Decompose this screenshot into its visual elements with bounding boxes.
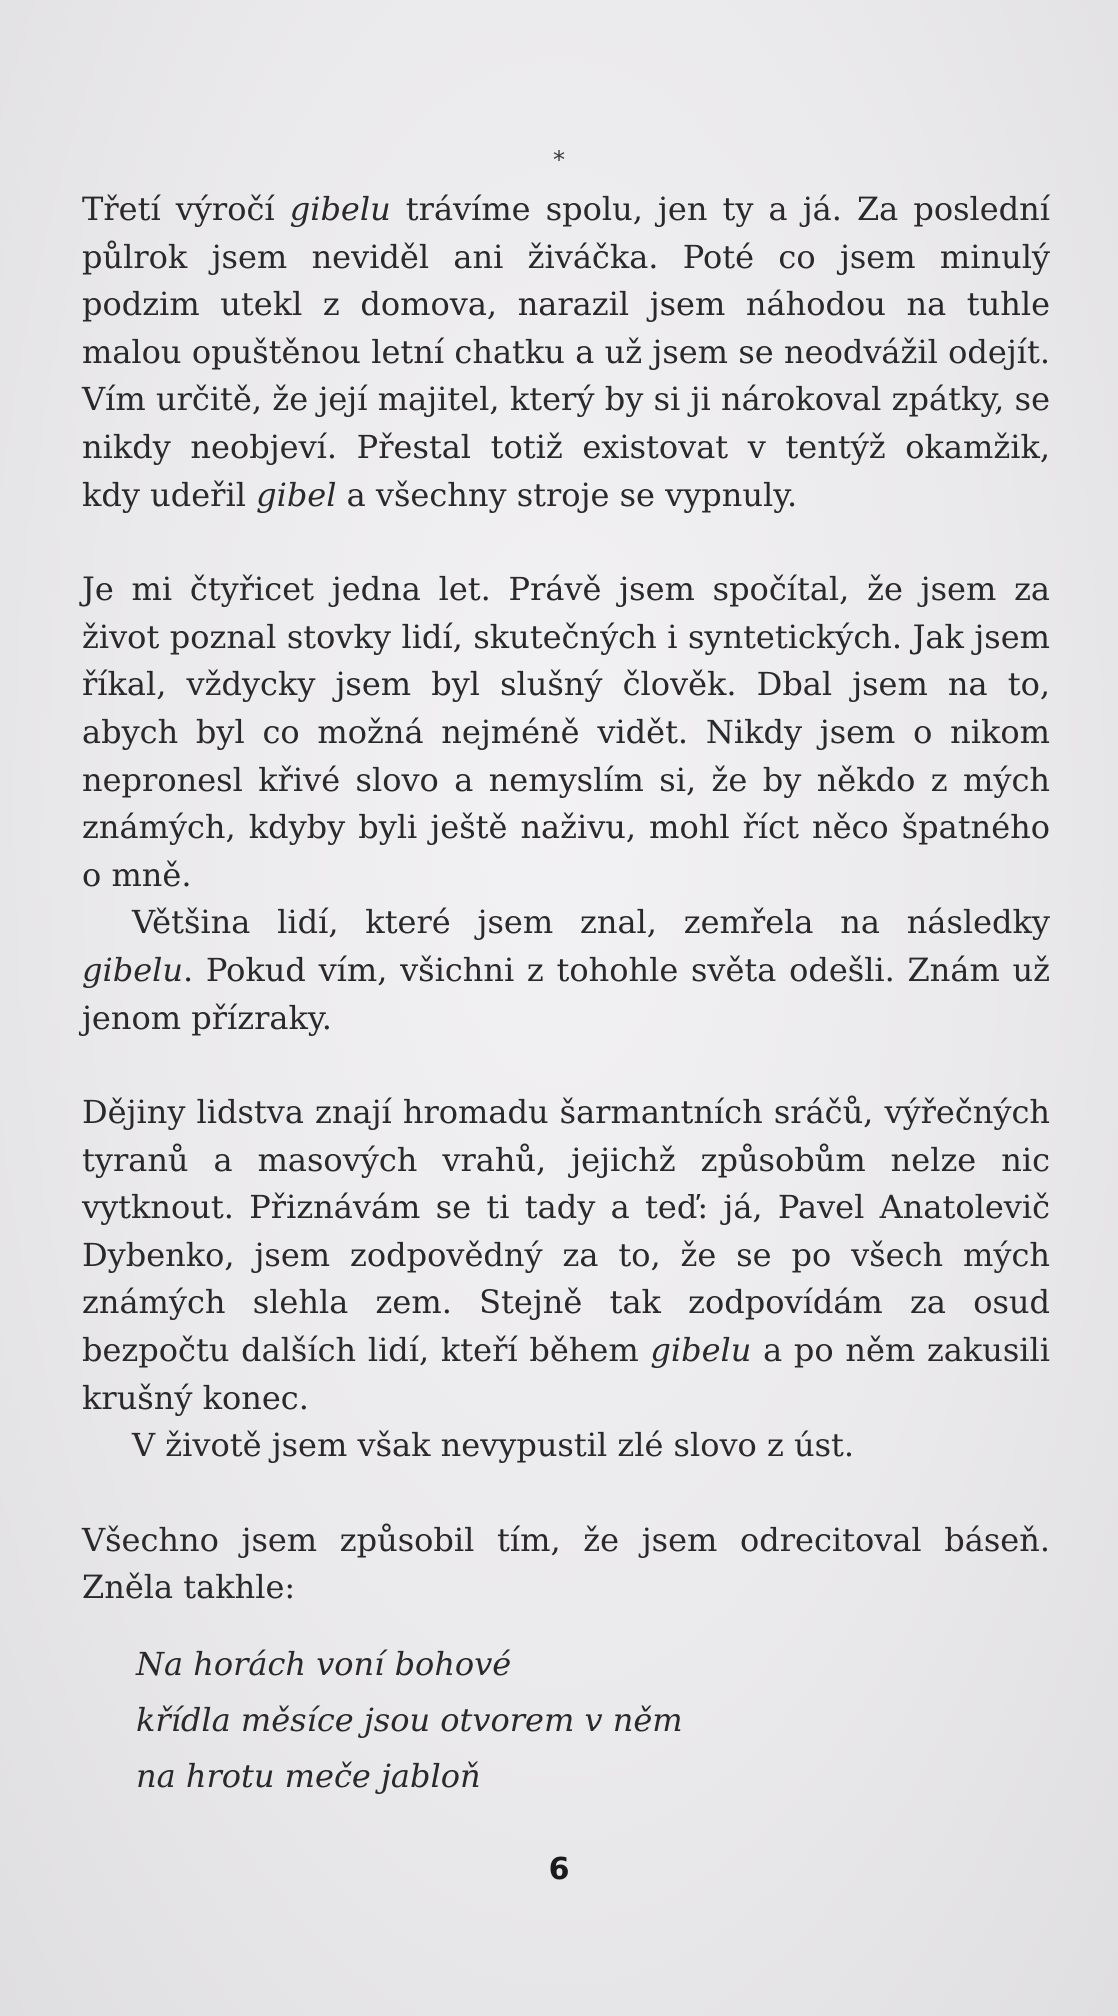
paragraph [82,566,1050,899]
paragraph [82,1089,1050,1422]
text-run: V životě jsem však nevypustil zlé slovo z úst. [132,1426,855,1465]
italic-term: gibel [256,475,337,514]
paragraph [82,186,1050,519]
poem [136,1636,683,1804]
poem-line: křídla měsíce jsou otvorem v něm [136,1701,683,1739]
text-run: a všechny stroje se vypnuly. [336,475,798,514]
page-number: 6 [548,1852,570,1887]
italic-term: gibelu [289,190,391,228]
paragraph [82,1517,1050,1612]
section-ornament: * [553,146,565,174]
italic-term: gibelu [650,1331,752,1370]
poem-line: Na horách voní bohové [136,1645,512,1683]
paragraph [82,1422,1050,1470]
text-run: Třetí výročí [82,190,290,228]
text-run: Dějiny lidstva znají hromadu šarmantních sráčů, výřečných tyranů a masových vrahů, jejichž způsobům nelze nic vytknout. Přiznávám se ti tady a teď: já, Pavel Anatolevič Dybenko, jsem zodpovědný za to, že se po všech mých známých slehla zem. Stejně tak zodpovídám za osud bezpočtu dalších lidí, kteří během [82,1093,1050,1370]
text-run: Je mi čtyřicet jedna let. Právě jsem spočítal, že jsem za život poznal stovky lidí, skutečných i syntetických. Jak jsem říkal, vždycky jsem byl slušný člověk. Dbal jsem na to, abych byl co možná nejméně vidět. Nikdy jsem o nikom nepronesl křivé slovo a nemyslím si, že by někdo z mých známých, kdyby byli ještě naživu, mohl říct něco špatného o mně. [82,570,1050,894]
text-run: trávíme spolu, jen ty a já. Za poslední půlrok jsem neviděl ani živáčka. Poté co jsem minulý podzim utekl z domova, narazil jsem náhodou na tuhle malou opuštěnou letní chatku a už jsem se neodvážil odejít. Vím určitě, že její majitel, který by si ji nárokoval zpátky, se nikdy neobjeví. Přestal totiž existovat v tentýž okamžik, kdy udeřil [82,190,1051,514]
body-text [82,186,1050,1612]
text-run: Všechno jsem způsobil tím, že jsem odrecitoval báseň. Zněla takhle: [82,1520,1050,1607]
italic-term: gibelu [82,950,183,989]
poem-line: na hrotu meče jabloň [136,1757,481,1795]
text-run: . Pokud vím, všichni z tohohle světa odešli. Znám už jenom přízraky. [82,950,1050,1037]
text-run: Většina lidí, které jsem znal, zemřela na následky [132,903,1050,942]
text-run: a po něm zakusili krušný konec. [82,1331,1051,1417]
paragraph [82,899,1050,1042]
